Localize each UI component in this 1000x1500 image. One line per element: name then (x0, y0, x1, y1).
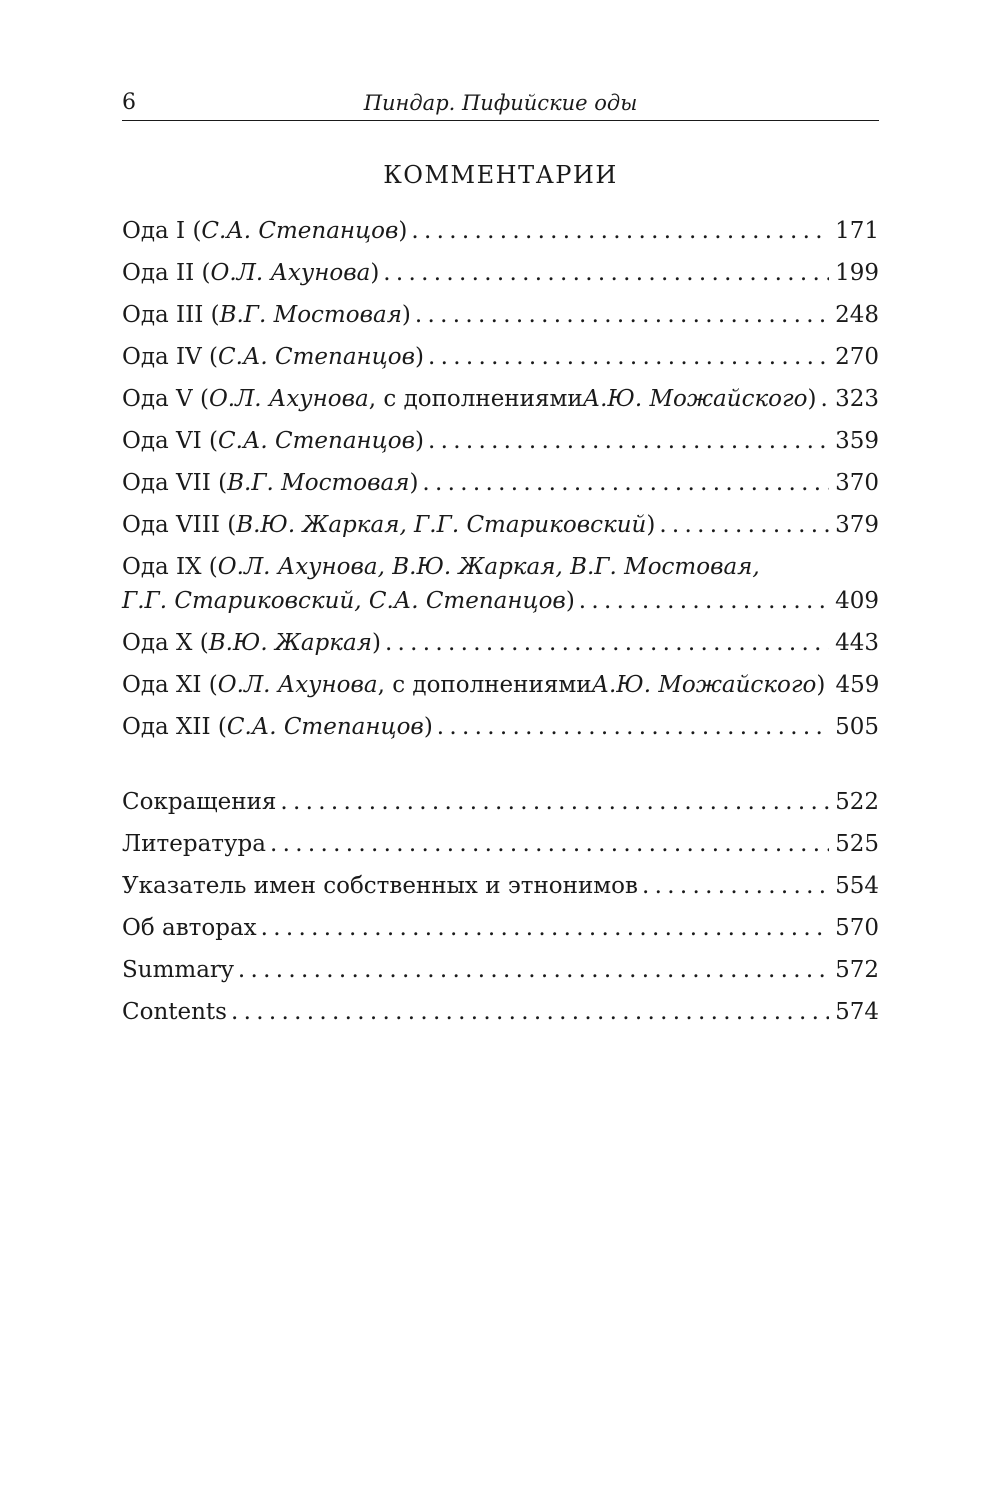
toc-back-matter (122, 785, 879, 1037)
toc-entry-page: 409 (835, 588, 879, 614)
toc-entry-author: С.А. Степанцов (226, 714, 424, 740)
toc-entry-author: О.Л. Ахунова (210, 260, 371, 286)
toc-entry[interactable] (122, 668, 879, 710)
toc-entry-page: 248 (835, 302, 879, 328)
leader-dots (270, 827, 829, 861)
running-title: Пиндар. Пифийские оды (363, 91, 638, 115)
leader-dots (261, 911, 829, 945)
toc-entry-prefix: Ода XII ( (122, 714, 227, 740)
toc-entry-page: 323 (835, 386, 879, 412)
toc-entry-prefix: Ода I ( (122, 218, 202, 244)
toc-entry-page: 171 (835, 218, 879, 244)
toc-entry-suffix: ) (646, 512, 656, 538)
page-header (122, 88, 879, 121)
book-page (122, 0, 879, 1500)
toc-entry[interactable] (122, 710, 879, 752)
toc-entry-middle: , с дополнениями (377, 672, 592, 698)
toc-entry-page: 554 (835, 873, 879, 899)
toc-entry-suffix: ) (398, 218, 408, 244)
toc-entry-author: О.Л. Ахунова (217, 672, 378, 698)
toc-entry-label: Contents (122, 999, 227, 1025)
leader-dots (231, 995, 829, 1029)
toc-entry-page: 443 (835, 630, 879, 656)
toc-entry[interactable] (122, 785, 879, 827)
toc-entry[interactable] (122, 340, 879, 382)
leader-dots (238, 953, 829, 987)
toc-entry-author2: А.Ю. Можайского (591, 672, 817, 698)
toc-entry-author: С.А. Степанцов (201, 218, 399, 244)
toc-entry[interactable] (122, 508, 879, 550)
toc-entry-page: 359 (835, 428, 879, 454)
toc-entry[interactable] (122, 550, 879, 626)
toc-entry-middle: , с дополнениями (368, 386, 583, 412)
toc-entry-author: О.Л. Ахунова (208, 386, 369, 412)
toc-entry[interactable] (122, 953, 879, 995)
toc-entry-suffix: ) (371, 630, 381, 656)
toc-entry-suffix: ) (414, 344, 424, 370)
toc-entry-suffix: ) (423, 714, 433, 740)
toc-entry[interactable] (122, 626, 879, 668)
toc-entry[interactable] (122, 995, 879, 1037)
leader-dots (428, 340, 829, 374)
toc-entry-page: 505 (835, 714, 879, 740)
toc-entry-author: В.Г. Мостовая (227, 470, 410, 496)
toc-entry[interactable] (122, 869, 879, 911)
leader-dots (428, 424, 829, 458)
toc-entry[interactable] (122, 911, 879, 953)
toc-entry-suffix: ) (565, 588, 575, 614)
toc-entry-page: 379 (835, 512, 879, 538)
toc-entry-author-cont: Г.Г. Стариковский, С.А. Степанцов (122, 588, 566, 614)
toc-entry-prefix: Ода V ( (122, 386, 209, 412)
toc-entry-prefix: Ода XI ( (122, 672, 218, 698)
page-number: 6 (122, 90, 136, 115)
toc-entry-page: 574 (835, 999, 879, 1025)
leader-dots (415, 298, 829, 332)
toc-entry-author: В.Г. Мостовая (219, 302, 402, 328)
toc-entry-prefix: Ода IX ( (122, 554, 218, 580)
toc-entry-prefix: Ода IV ( (122, 344, 219, 370)
toc-entry-page: 459 (835, 672, 880, 698)
leader-dots (437, 710, 829, 744)
toc-entry-page: 522 (835, 789, 879, 815)
toc-entry-page: 370 (835, 470, 879, 496)
leader-dots (821, 382, 830, 416)
toc-commentaries (122, 214, 879, 752)
toc-entry-suffix: ) (401, 302, 411, 328)
toc-entry-prefix: Ода VII ( (122, 470, 228, 496)
toc-entry-line-2 (122, 584, 879, 618)
leader-dots (659, 508, 829, 542)
toc-entry[interactable] (122, 382, 879, 424)
toc-entry-page: 525 (835, 831, 879, 857)
leader-dots (383, 256, 829, 290)
leader-dots (411, 214, 829, 248)
toc-entry-suffix: ) (414, 428, 424, 454)
toc-entry-suffix: ) (807, 386, 817, 412)
toc-entry-prefix: Ода X ( (122, 630, 209, 656)
toc-entry-page: 199 (835, 260, 879, 286)
toc-entry-suffix: ) (370, 260, 380, 286)
toc-entry-label: Литература (122, 831, 266, 857)
toc-entry-page: 270 (835, 344, 879, 370)
toc-entry[interactable] (122, 827, 879, 869)
toc-entry-author: О.Л. Ахунова, В.Ю. Жаркая, В.Г. Мостовая, (217, 554, 760, 580)
leader-dots (422, 466, 829, 500)
toc-entry-label: Об авторах (122, 915, 257, 941)
leader-dots (642, 869, 829, 903)
toc-entry-line-1 (122, 550, 879, 584)
toc-entry-page: 570 (835, 915, 879, 941)
toc-entry[interactable] (122, 466, 879, 508)
toc-entry-suffix: ) (409, 470, 419, 496)
toc-entry-label: Указатель имен собственных и этнонимов (122, 873, 638, 899)
leader-dots (280, 785, 829, 819)
toc-entry-suffix: ) (816, 672, 826, 698)
toc-entry-author: С.А. Степанцов (218, 428, 415, 454)
leader-dots (579, 584, 829, 618)
section-title: КОММЕНТАРИИ (383, 161, 618, 189)
toc-entry-author: В.Ю. Жаркая (208, 630, 372, 656)
leader-dots (385, 626, 829, 660)
toc-entry[interactable] (122, 298, 879, 340)
toc-entry-author: С.А. Степанцов (218, 344, 415, 370)
toc-entry[interactable] (122, 214, 879, 256)
toc-entry-label: Summary (122, 957, 234, 983)
toc-entry-page: 572 (835, 957, 879, 983)
toc-entry-prefix: Ода II ( (122, 260, 211, 286)
toc-entry[interactable] (122, 424, 879, 466)
toc-entry-prefix: Ода VIII ( (122, 512, 237, 538)
toc-entry-author2: А.Ю. Можайского (582, 386, 808, 412)
toc-entry-author: В.Ю. Жаркая, Г.Г. Стариковский (236, 512, 647, 538)
toc-entry-prefix: Ода III ( (122, 302, 220, 328)
toc-entry-prefix: Ода VI ( (122, 428, 219, 454)
toc-entry[interactable] (122, 256, 879, 298)
toc-entry-label: Сокращения (122, 789, 277, 815)
